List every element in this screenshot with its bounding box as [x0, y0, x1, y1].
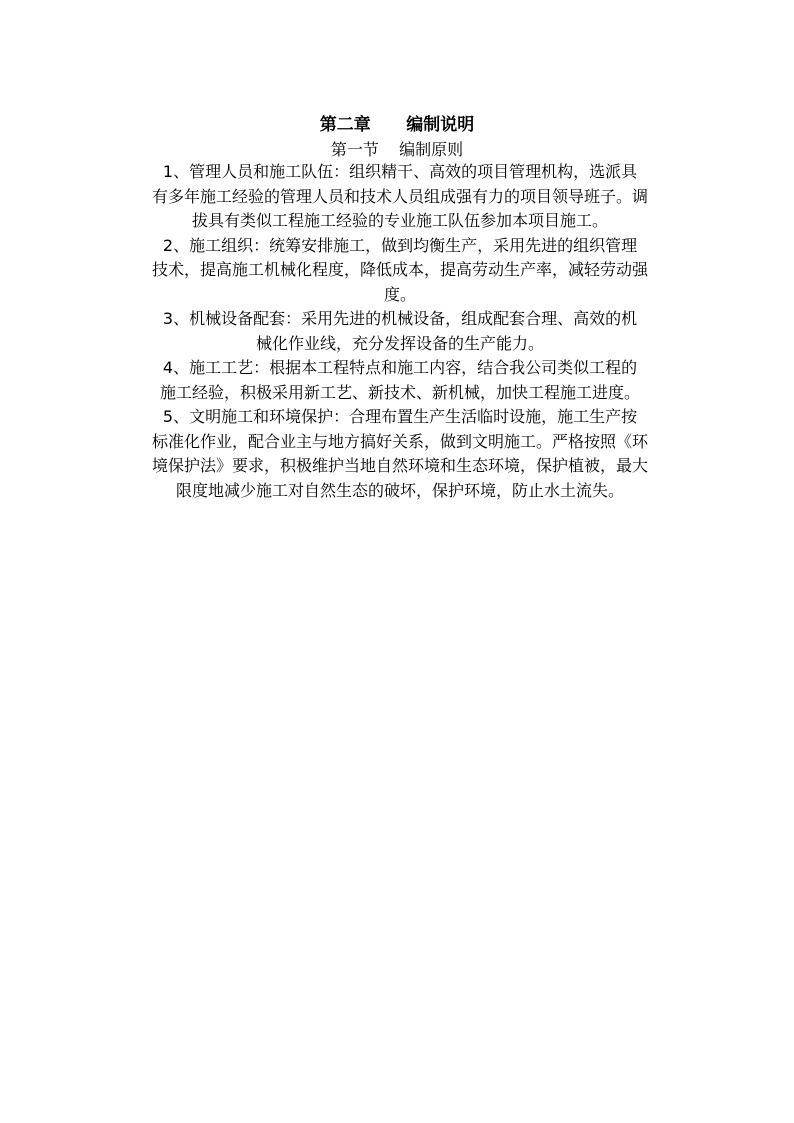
text-line: 4、施工工艺：根据本工程特点和施工内容，结合我公司类似工程的 — [162, 358, 638, 377]
paragraph-4 — [100, 356, 700, 405]
paragraph-5 — [100, 405, 700, 503]
paragraph-1 — [100, 160, 700, 234]
paragraph-3 — [100, 307, 700, 356]
text-line: 技术，提高施工机械化程度，降低成本，提高劳动生产率，减轻劳动强 — [151, 260, 648, 279]
text-line: 1、管理人员和施工队伍：组织精干、高效的项目管理机构，选派具 — [162, 162, 638, 181]
text-line: 度。 — [383, 284, 416, 304]
text-line: 限度地减少施工对自然生态的破坏，保护环境，防止水土流失。 — [175, 480, 624, 500]
text-line: 械化作业线，充分发挥设备的生产能力。 — [255, 333, 544, 353]
text-line: 3、机械设备配套：采用先进的机械设备，组成配套合理、高效的机 — [162, 309, 638, 328]
text-line: 施工经验，积极采用新工艺、新技术、新机械，加快工程施工进度。 — [159, 382, 640, 402]
text-line: 2、施工组织：统筹安排施工，做到均衡生产，采用先进的组织管理 — [162, 235, 638, 255]
text-line: 标准化作业，配合业主与地方搞好关系，做到文明施工。严格按照《环 — [151, 431, 648, 451]
paragraph-2 — [100, 234, 700, 308]
text-line: 拔具有类似工程施工经验的专业施工队伍参加本项目施工。 — [191, 211, 608, 230]
section-title: 第一节 编制原则 — [330, 140, 464, 159]
text-line: 5、文明施工和环境保护：合理布置生产生活临时设施，施工生产按 — [162, 407, 638, 426]
text-line: 有多年施工经验的管理人员和技术人员组成强有力的项目领导班子。调 — [151, 186, 648, 206]
body-text — [100, 160, 700, 503]
chapter-title: 第二章 编制说明 — [319, 115, 475, 135]
text-line: 境保护法》要求，积极维护当地自然环境和生态环境，保护植被，最大 — [151, 456, 648, 475]
